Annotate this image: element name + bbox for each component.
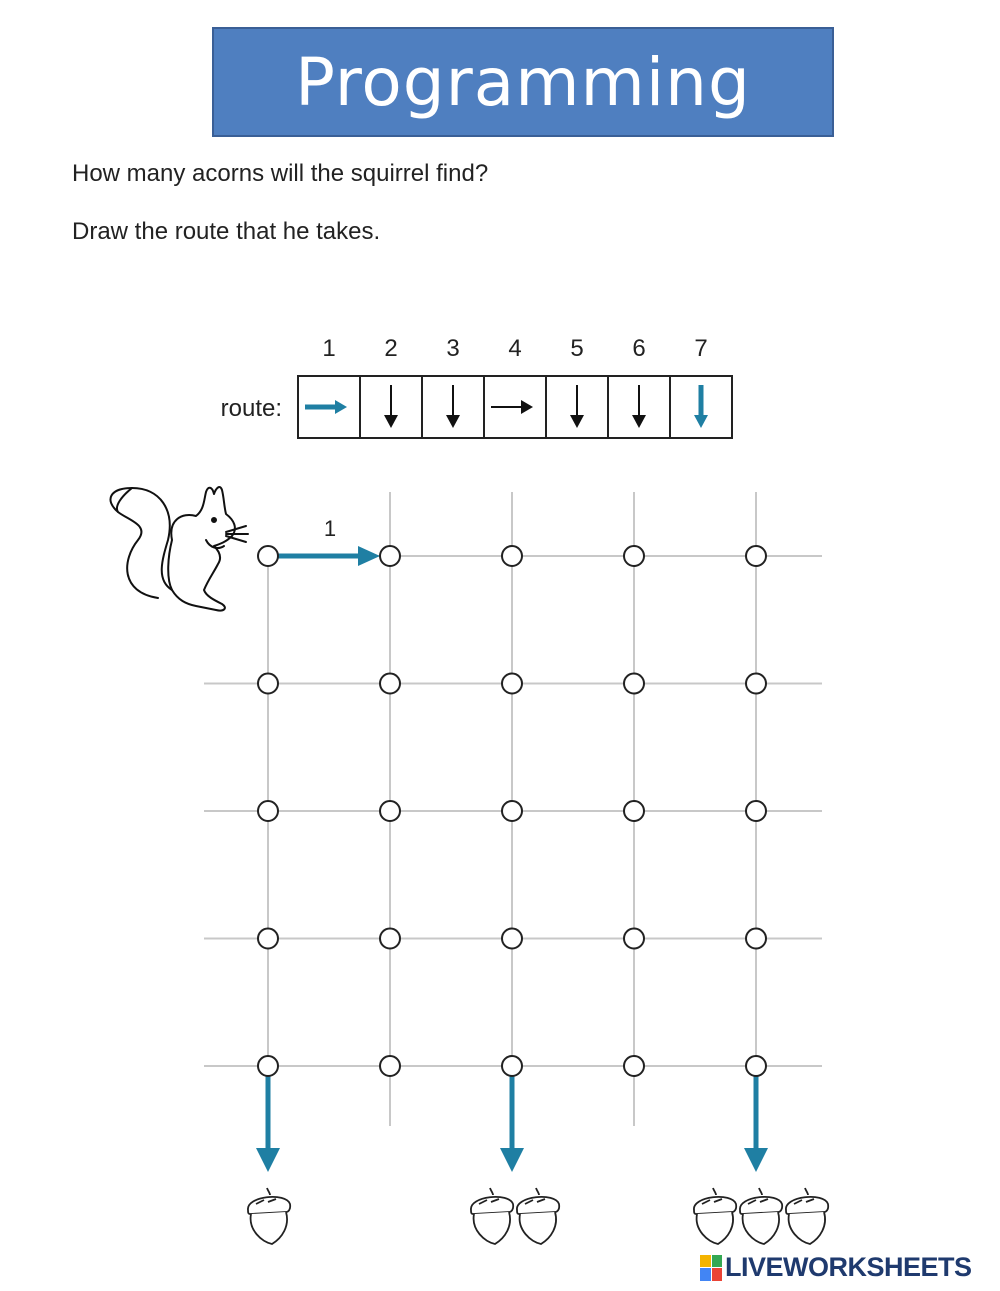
- route-step-number: 7: [694, 335, 708, 362]
- grid-node[interactable]: [380, 1056, 400, 1076]
- acorn-icon: [786, 1188, 828, 1244]
- grid-node[interactable]: [258, 674, 278, 694]
- grid-node[interactable]: [502, 929, 522, 949]
- brand-footer: [700, 1252, 972, 1283]
- acorn-icon: [471, 1188, 513, 1244]
- route-table: [221, 335, 732, 438]
- grid-node[interactable]: [380, 674, 400, 694]
- exit-arrow-icon: [500, 1076, 524, 1172]
- grid-node[interactable]: [746, 674, 766, 694]
- liveworksheets-logo-icon: [700, 1255, 722, 1281]
- route-step-number: 2: [384, 335, 398, 362]
- grid-node[interactable]: [624, 546, 644, 566]
- grid-node[interactable]: [746, 1056, 766, 1076]
- first-move-arrow-icon: [278, 546, 380, 566]
- grid-node[interactable]: [380, 546, 400, 566]
- grid-node[interactable]: [380, 929, 400, 949]
- grid-node[interactable]: [502, 674, 522, 694]
- question-route: Draw the route that he takes.: [72, 218, 381, 245]
- route-label: route:: [220, 395, 282, 422]
- grid-node[interactable]: [258, 1056, 278, 1076]
- grid-node[interactable]: [746, 546, 766, 566]
- first-move-label: 1: [323, 516, 337, 541]
- exit-arrow-icon: [256, 1076, 280, 1172]
- acorn-icon: [694, 1188, 736, 1244]
- acorn-icon: [740, 1188, 782, 1244]
- grid-node[interactable]: [380, 801, 400, 821]
- route-step-number: 1: [322, 335, 336, 362]
- grid-node[interactable]: [624, 1056, 644, 1076]
- page-title: Programming: [295, 43, 751, 121]
- brand-name: LIVEWORKSHEETS: [725, 1252, 972, 1282]
- question-acorns: How many acorns will the squirrel find?: [72, 160, 489, 187]
- grid-node[interactable]: [746, 801, 766, 821]
- squirrel-icon: [110, 487, 248, 611]
- route-step-number: 3: [446, 335, 460, 362]
- grid-node[interactable]: [502, 546, 522, 566]
- grid-node[interactable]: [746, 929, 766, 949]
- route-step-number: 4: [508, 335, 522, 362]
- acorn-icon: [248, 1188, 290, 1244]
- exit-arrow-icon: [744, 1076, 768, 1172]
- grid-node[interactable]: [624, 929, 644, 949]
- grid-node[interactable]: [502, 1056, 522, 1076]
- grid-node[interactable]: [258, 929, 278, 949]
- route-step-number: 6: [632, 335, 646, 362]
- route-step-number: 5: [570, 335, 584, 362]
- grid-node[interactable]: [258, 801, 278, 821]
- acorn-icon: [517, 1188, 559, 1244]
- grid-node[interactable]: [624, 674, 644, 694]
- grid-node[interactable]: [624, 801, 644, 821]
- grid-node[interactable]: [258, 546, 278, 566]
- grid-node[interactable]: [502, 801, 522, 821]
